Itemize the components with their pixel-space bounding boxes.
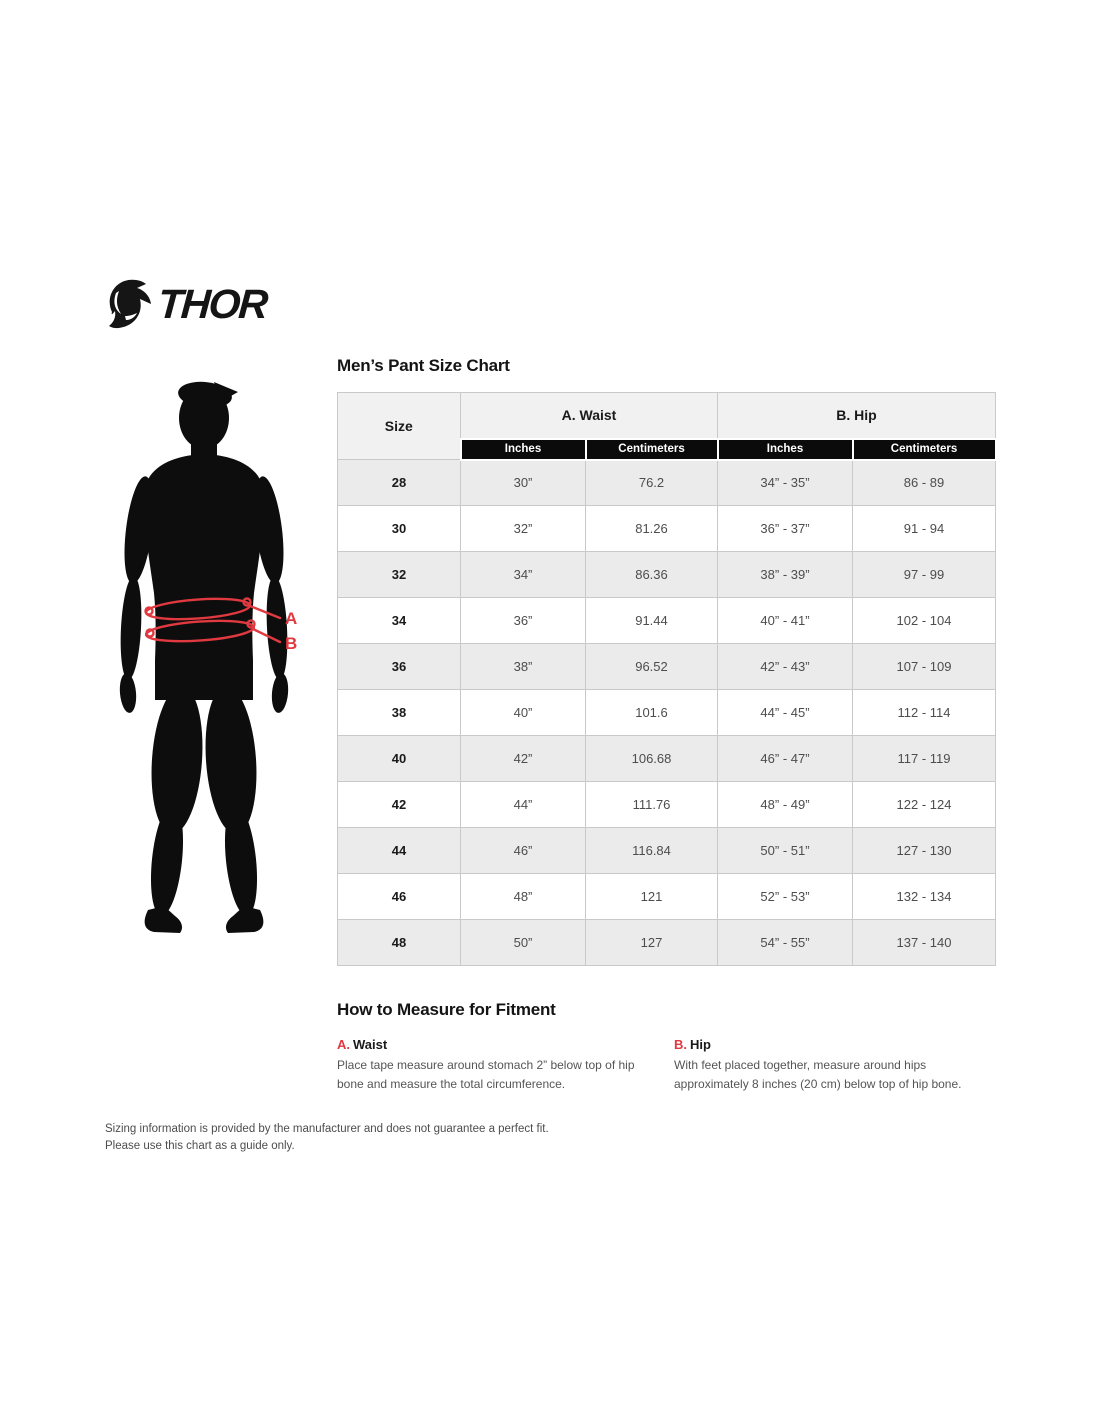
brand-logo <box>102 276 266 332</box>
waist-cm-cell: 81.26 <box>586 506 718 552</box>
disclaimer-line-1: Sizing information is provided by the manufacturer and does not guarantee a perfect fit. <box>105 1123 549 1135</box>
how-to-measure-title: How to Measure for Fitment <box>337 1000 556 1019</box>
waist-instruction-prefix: A. <box>337 1037 350 1052</box>
hip-inches-cell: 46” - 47” <box>718 736 853 782</box>
hip-cm-cell: 127 - 130 <box>853 828 996 874</box>
hip-instruction-label: Hip <box>690 1037 711 1052</box>
size-cell: 46 <box>338 874 461 920</box>
subheader-hip-centimeters: Centimeters <box>853 439 996 460</box>
waist-instruction-text: Place tape measure around stomach 2” below top of hip bone and measure the total circumference. <box>337 1058 635 1091</box>
brand-wordmark: THOR <box>156 280 268 327</box>
table-group-header-row <box>338 393 996 439</box>
table-row <box>338 736 996 782</box>
hip-instruction-prefix: B. <box>674 1037 687 1052</box>
hip-inches-cell: 36” - 37” <box>718 506 853 552</box>
hip-cm-cell: 91 - 94 <box>853 506 996 552</box>
waist-instructions <box>337 1037 658 1093</box>
size-cell: 36 <box>338 644 461 690</box>
waist-cm-cell: 76.2 <box>586 460 718 506</box>
hip-instruction-text: With feet placed together, measure around hips approximately 8 inches (20 cm) below top of hip bone. <box>674 1058 962 1091</box>
subheader-hip-inches: Inches <box>718 439 853 460</box>
body-silhouette <box>118 379 289 933</box>
body-measurement-figure <box>104 378 304 938</box>
waist-cm-cell: 116.84 <box>586 828 718 874</box>
thor-goat-icon <box>102 276 156 332</box>
hip-inches-cell: 38” - 39” <box>718 552 853 598</box>
size-cell: 48 <box>338 920 461 966</box>
size-cell: 32 <box>338 552 461 598</box>
hip-instructions <box>674 1037 995 1093</box>
waist-cm-cell: 91.44 <box>586 598 718 644</box>
hip-inches-cell: 54” - 55” <box>718 920 853 966</box>
size-cell: 28 <box>338 460 461 506</box>
waist-inches-cell: 46” <box>461 828 586 874</box>
waist-inches-cell: 32” <box>461 506 586 552</box>
column-header-size: Size <box>338 393 461 460</box>
hip-inches-cell: 52” - 53” <box>718 874 853 920</box>
hip-inches-cell: 42” - 43” <box>718 644 853 690</box>
size-cell: 42 <box>338 782 461 828</box>
subheader-waist-centimeters: Centimeters <box>586 439 718 460</box>
table-row <box>338 690 996 736</box>
waist-inches-cell: 34” <box>461 552 586 598</box>
column-header-hip: B. Hip <box>718 393 996 439</box>
waist-cm-cell: 121 <box>586 874 718 920</box>
hip-cm-cell: 137 - 140 <box>853 920 996 966</box>
hip-cm-cell: 122 - 124 <box>853 782 996 828</box>
hip-cm-cell: 132 - 134 <box>853 874 996 920</box>
table-row <box>338 920 996 966</box>
waist-cm-cell: 86.36 <box>586 552 718 598</box>
waist-cm-cell: 111.76 <box>586 782 718 828</box>
waist-cm-cell: 127 <box>586 920 718 966</box>
waist-inches-cell: 42” <box>461 736 586 782</box>
waist-instruction-label: Waist <box>353 1037 388 1052</box>
size-chart-section <box>337 356 995 966</box>
hip-cm-cell: 117 - 119 <box>853 736 996 782</box>
waist-inches-cell: 48” <box>461 874 586 920</box>
hip-cm-cell: 112 - 114 <box>853 690 996 736</box>
table-row <box>338 552 996 598</box>
hip-cm-cell: 107 - 109 <box>853 644 996 690</box>
waist-cm-cell: 106.68 <box>586 736 718 782</box>
hip-inches-cell: 40” - 41” <box>718 598 853 644</box>
waist-inches-cell: 36” <box>461 598 586 644</box>
size-cell: 38 <box>338 690 461 736</box>
hip-inches-cell: 44” - 45” <box>718 690 853 736</box>
page-title: Men’s Pant Size Chart <box>337 356 510 375</box>
table-row <box>338 874 996 920</box>
how-to-measure-section <box>337 1000 995 1093</box>
size-cell: 40 <box>338 736 461 782</box>
hip-cm-cell: 97 - 99 <box>853 552 996 598</box>
waist-inches-cell: 38” <box>461 644 586 690</box>
waist-cm-cell: 101.6 <box>586 690 718 736</box>
hip-inches-cell: 50” - 51” <box>718 828 853 874</box>
hip-inches-cell: 34” - 35” <box>718 460 853 506</box>
waist-inches-cell: 40” <box>461 690 586 736</box>
waist-inches-cell: 50” <box>461 920 586 966</box>
waist-inches-cell: 30” <box>461 460 586 506</box>
hip-cm-cell: 102 - 104 <box>853 598 996 644</box>
disclaimer-line-2: Please use this chart as a guide only. <box>105 1140 295 1153</box>
hip-inches-cell: 48” - 49” <box>718 782 853 828</box>
table-row <box>338 644 996 690</box>
table-row <box>338 828 996 874</box>
column-header-waist: A. Waist <box>461 393 718 439</box>
waist-label-a: A <box>285 609 298 628</box>
waist-cm-cell: 96.52 <box>586 644 718 690</box>
disclaimer <box>105 1121 625 1156</box>
size-cell: 44 <box>338 828 461 874</box>
size-chart-table <box>337 392 997 966</box>
size-cell: 30 <box>338 506 461 552</box>
table-row <box>338 506 996 552</box>
hip-label-b: B <box>285 634 298 653</box>
table-row <box>338 598 996 644</box>
hip-cm-cell: 86 - 89 <box>853 460 996 506</box>
table-row <box>338 782 996 828</box>
waist-inches-cell: 44” <box>461 782 586 828</box>
table-row <box>338 460 996 506</box>
subheader-waist-inches: Inches <box>461 439 586 460</box>
size-cell: 34 <box>338 598 461 644</box>
